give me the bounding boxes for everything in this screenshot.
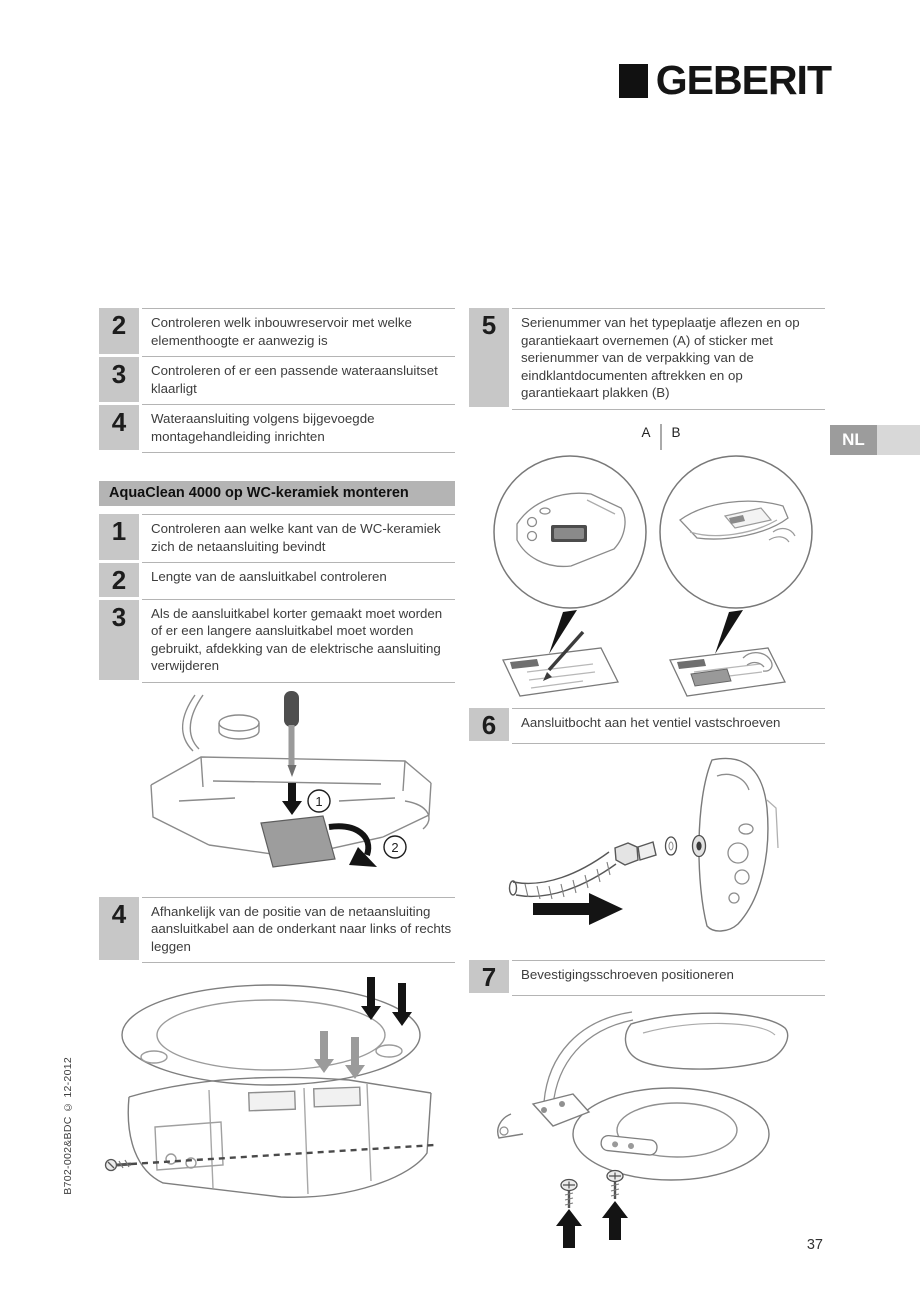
valve-step bbox=[469, 708, 825, 744]
language-tab-label: NL bbox=[830, 425, 877, 455]
step-text: Wateraansluiting volgens bijgevoegde montagehandleiding inrichten bbox=[142, 405, 455, 453]
step-text: Controleren of er een passende wateraansluitset klaarligt bbox=[142, 357, 455, 405]
right-column bbox=[469, 308, 825, 1252]
pointer-arrow-a bbox=[549, 610, 577, 654]
step-number: 2 bbox=[99, 308, 139, 357]
cover-plate bbox=[261, 816, 335, 867]
step-number: 7 bbox=[469, 960, 509, 996]
logo-text: GEBERIT bbox=[655, 57, 831, 103]
up-arrow-icon-2 bbox=[602, 1201, 628, 1240]
step-number: 5 bbox=[469, 308, 509, 410]
callout-1 bbox=[308, 790, 330, 812]
step-row bbox=[99, 357, 455, 405]
step-row bbox=[469, 308, 825, 410]
variant-labels bbox=[641, 424, 680, 450]
washer bbox=[666, 837, 677, 855]
step-row bbox=[99, 405, 455, 453]
step-text: Afhankelijk van de positie van de netaansluiting aansluitkabel aan de onderkant naar links of rechts leggen bbox=[142, 897, 455, 964]
mounting-step-4 bbox=[99, 897, 455, 964]
down-arrow-icon bbox=[282, 783, 302, 815]
down-arrow-black-1 bbox=[361, 977, 381, 1020]
illustration-screw-positioning bbox=[481, 1006, 811, 1252]
down-arrow-black-2 bbox=[392, 983, 412, 1026]
screwdriver bbox=[284, 691, 299, 777]
screw-step bbox=[469, 960, 825, 996]
language-tab-strip bbox=[877, 425, 920, 455]
step-number: 1 bbox=[99, 514, 139, 563]
step-number: 3 bbox=[99, 357, 139, 405]
language-tab bbox=[830, 425, 920, 455]
illustration-hose-connection bbox=[499, 756, 799, 948]
page-number: 37 bbox=[806, 1237, 823, 1253]
logo-mark-icon bbox=[619, 64, 648, 98]
section-header: AquaClean 4000 op WC-keramiek monteren bbox=[99, 481, 455, 506]
step-number: 2 bbox=[99, 563, 139, 599]
step-row bbox=[99, 897, 455, 964]
callout-2 bbox=[384, 836, 406, 858]
step-text: Aansluitbocht aan het ventiel vastschroeven bbox=[512, 708, 825, 744]
svg-text:1: 1 bbox=[315, 793, 323, 809]
step-number: 4 bbox=[99, 405, 139, 453]
up-arrow-icon-1 bbox=[556, 1209, 582, 1248]
rotate-arrow-icon bbox=[329, 826, 368, 855]
connection-cable bbox=[106, 1145, 436, 1171]
step-text: Lengte van de aansluitkabel controleren bbox=[142, 563, 455, 599]
step-text: Serienummer van het typeplaatje aflezen en op garantiekaart overnemen (A) of sticker met serienummer van de verpakking van de eindklantdocumenten aftrekken en op garantiekaart plakken (B) bbox=[512, 308, 825, 410]
svg-text:B: B bbox=[671, 424, 681, 440]
pointer-arrow-b bbox=[715, 610, 743, 654]
fixing-screw-2 bbox=[607, 1171, 623, 1200]
svg-text:A: A bbox=[641, 424, 651, 440]
valve-connector bbox=[693, 835, 706, 856]
water-hose bbox=[510, 842, 657, 899]
step-row bbox=[99, 308, 455, 357]
step-number: 3 bbox=[99, 600, 139, 683]
step-row bbox=[99, 563, 455, 599]
step-row bbox=[469, 708, 825, 744]
illustration-serial-number bbox=[485, 420, 815, 698]
document-code: B702-002&BDC © 12-2012 bbox=[62, 1057, 74, 1195]
step-text: Bevestigingsschroeven positioneren bbox=[512, 960, 825, 996]
step-row bbox=[469, 960, 825, 996]
step-number: 4 bbox=[99, 897, 139, 964]
preparation-steps bbox=[99, 308, 455, 453]
fixing-screw-1 bbox=[561, 1180, 577, 1209]
step-text: Als de aansluitkabel korter gemaakt moet worden of er een langere aansluitkabel moet worden gebruikt, afdekking van de elektrische aansluiting verwijderen bbox=[142, 600, 455, 683]
warranty-card-b bbox=[670, 648, 785, 696]
illustration-cable-routing bbox=[99, 973, 451, 1241]
down-arrow-gray-2 bbox=[345, 1037, 365, 1079]
left-column bbox=[99, 308, 455, 1241]
step-text: Controleren welk inbouwreservoir met welke elementhoogte er aanwezig is bbox=[142, 308, 455, 357]
warranty-card-a bbox=[503, 632, 618, 696]
illustration-cover-removal bbox=[143, 689, 443, 889]
svg-text:2: 2 bbox=[391, 839, 399, 855]
step-row bbox=[99, 600, 455, 683]
mounting-steps bbox=[99, 514, 455, 682]
step-number: 6 bbox=[469, 708, 509, 744]
rotate-arrow-head bbox=[349, 847, 377, 867]
step-row bbox=[99, 514, 455, 563]
right-arrow-icon bbox=[533, 893, 623, 925]
geberit-logo bbox=[619, 57, 831, 103]
step-text: Controleren aan welke kant van de WC-keramiek zich de netaansluiting bevindt bbox=[142, 514, 455, 563]
serial-step bbox=[469, 308, 825, 410]
